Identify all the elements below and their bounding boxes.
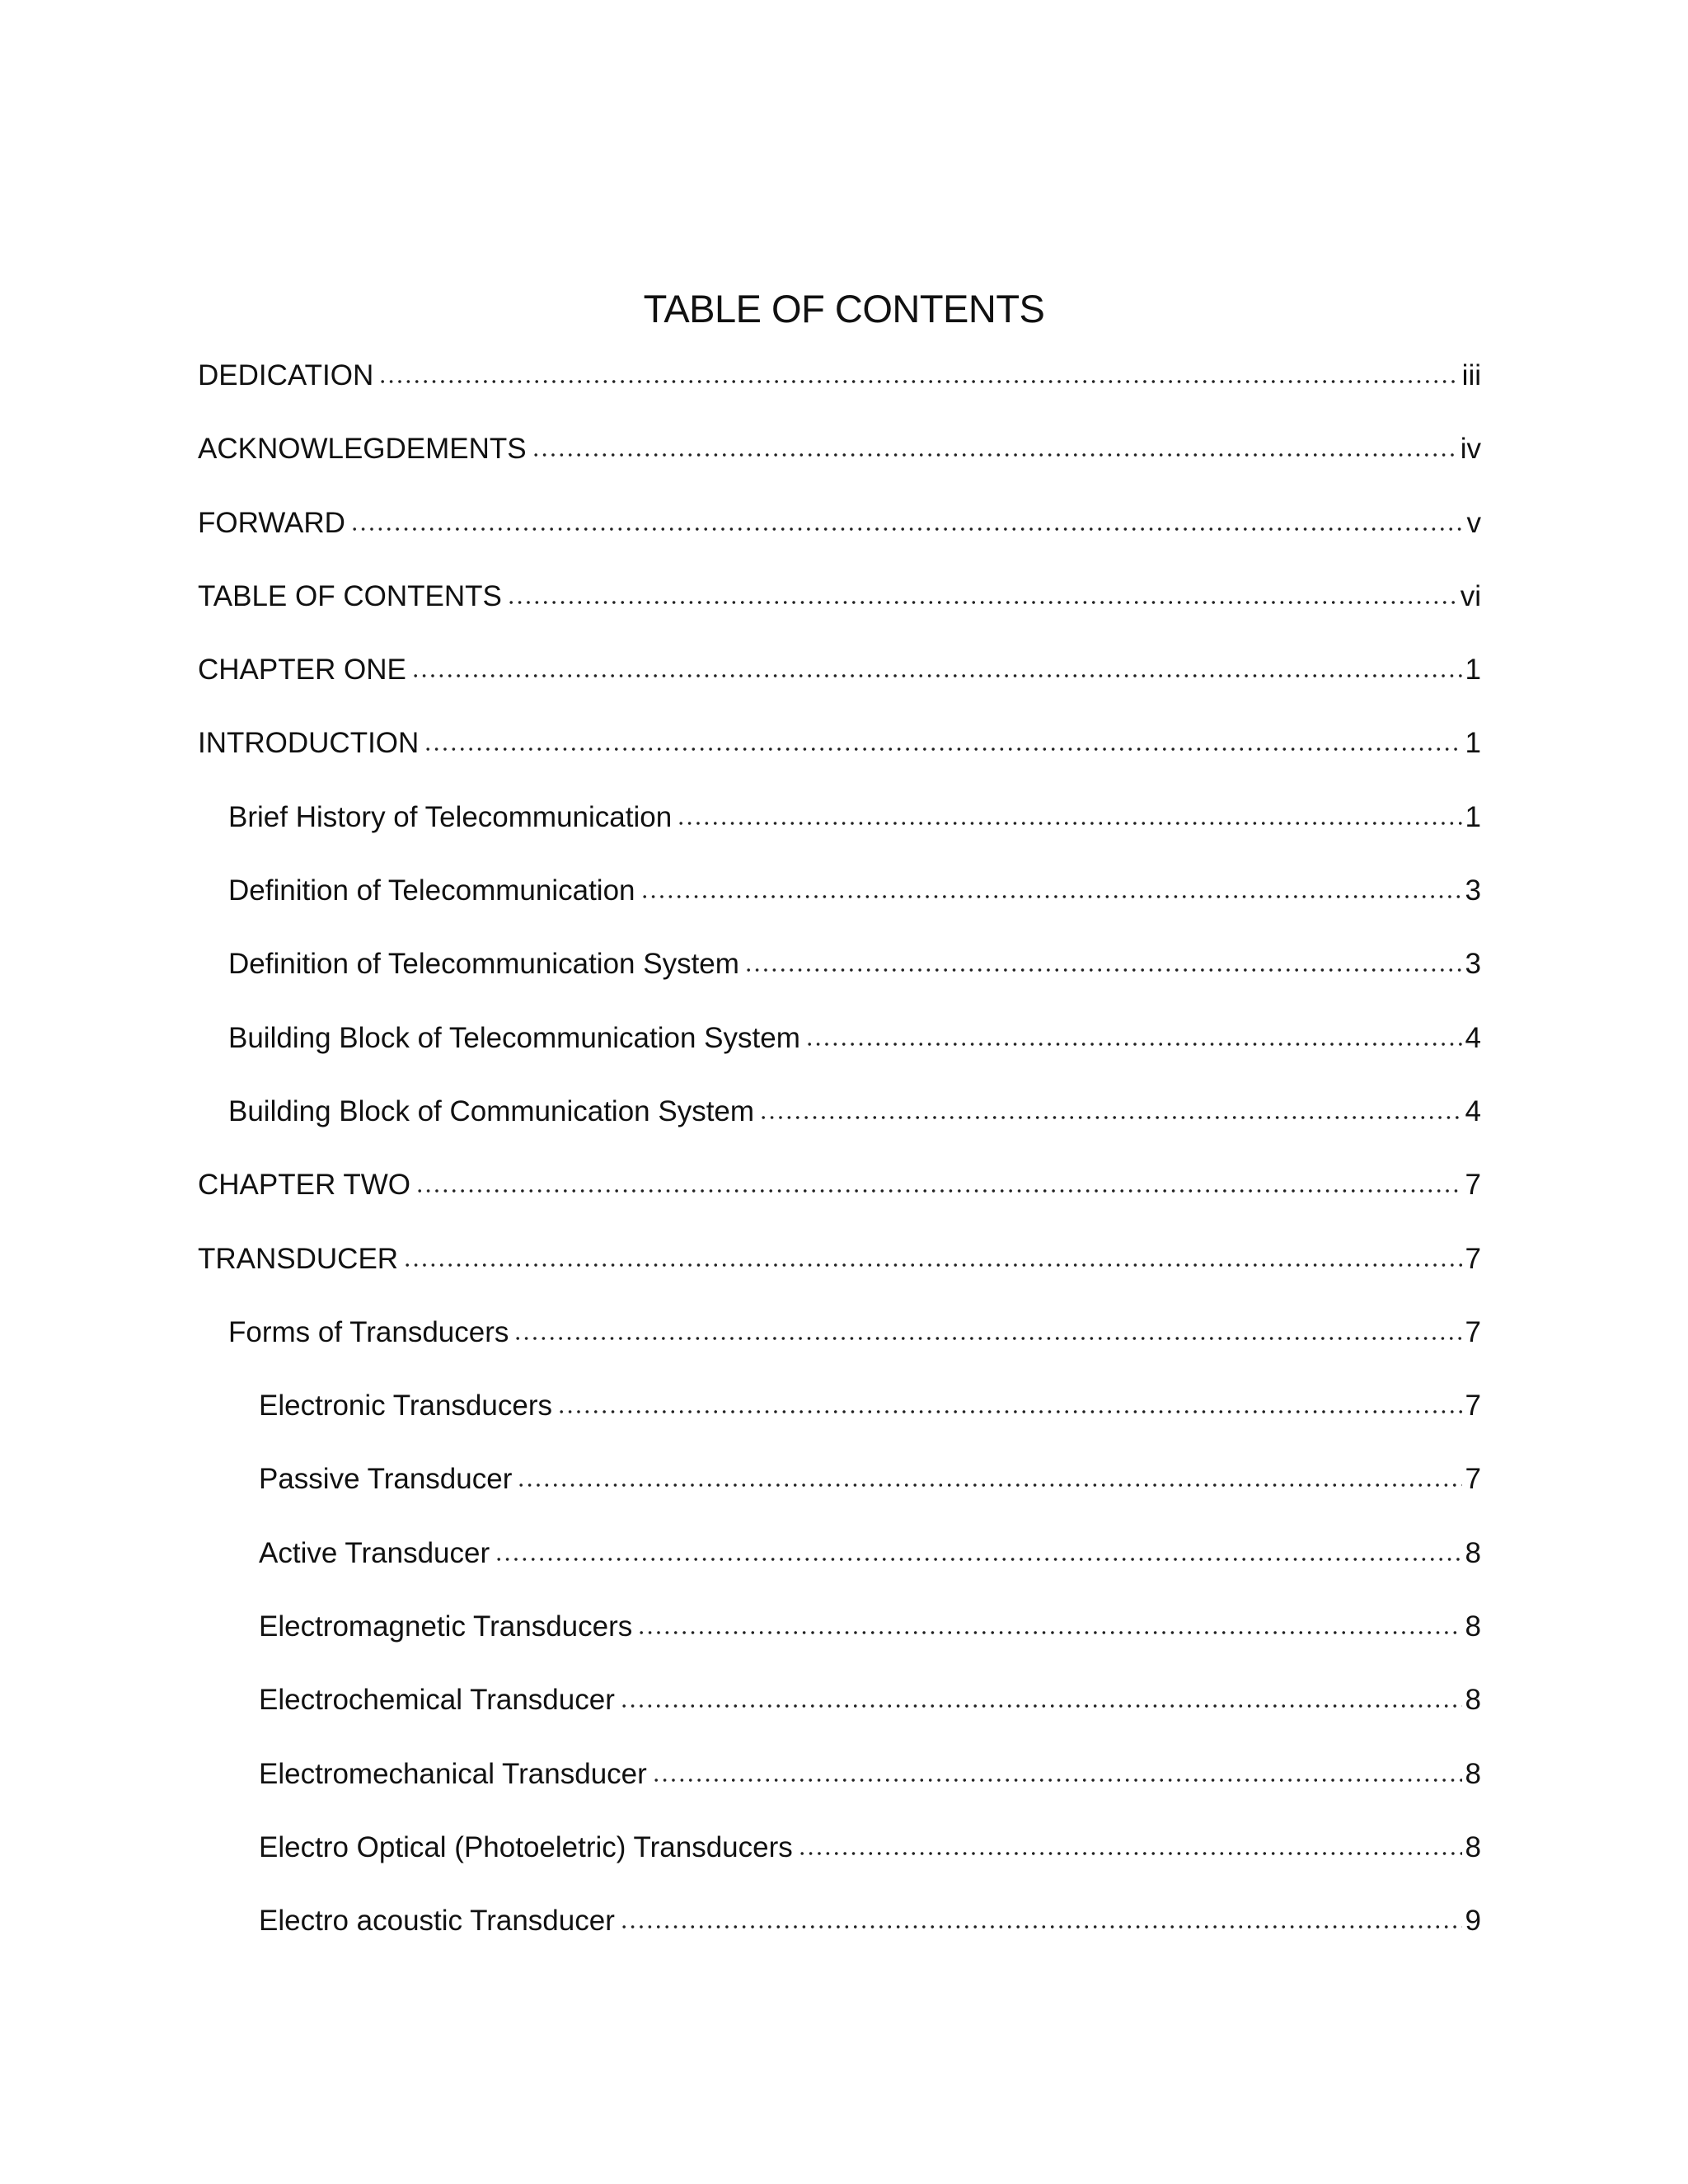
toc-dot-leader <box>532 453 1457 457</box>
toc-entry[interactable] <box>198 1818 1481 1891</box>
toc-entry-page-number: iv <box>1460 433 1481 466</box>
toc-dot-leader <box>378 380 1458 383</box>
toc-entry[interactable] <box>198 1745 1481 1818</box>
toc-entry-label: CHAPTER ONE <box>198 654 406 687</box>
toc-entry[interactable] <box>198 640 1481 714</box>
toc-entry-page-number: 8 <box>1465 1830 1481 1863</box>
toc-entry-page-number: 7 <box>1465 1242 1481 1275</box>
toc-dot-leader <box>637 1631 1461 1634</box>
toc-entry-page-number: 4 <box>1465 1021 1481 1054</box>
toc-entry-label: Electro acoustic Transducer <box>259 1905 615 1938</box>
toc-entry[interactable] <box>198 1671 1481 1744</box>
toc-entry-label: Passive Transducer <box>259 1463 513 1496</box>
toc-entry-page-number: 1 <box>1465 800 1481 833</box>
toc-entry-label: DEDICATION <box>198 359 374 391</box>
toc-entry-page-number: 8 <box>1465 1757 1481 1790</box>
toc-entry[interactable] <box>198 567 1481 640</box>
toc-entry-page-number: vi <box>1460 579 1481 612</box>
toc-entry[interactable] <box>198 419 1481 493</box>
toc-dot-leader <box>350 527 1464 531</box>
toc-entry-label: Building Block of Telecommunication System <box>228 1021 800 1054</box>
toc-entry-label: Building Block of Communication System <box>228 1094 755 1127</box>
toc-dot-leader <box>403 1263 1461 1267</box>
toc-entry[interactable] <box>198 1450 1481 1523</box>
toc-dot-leader <box>411 674 1462 677</box>
toc-dot-leader <box>805 1043 1462 1046</box>
toc-dot-leader <box>652 1779 1462 1782</box>
toc-dot-leader <box>495 1558 1461 1561</box>
toc-entry[interactable] <box>198 494 1481 567</box>
toc-entry-page-number: 7 <box>1465 1315 1481 1348</box>
toc-entry-page-number: 1 <box>1465 727 1481 760</box>
toc-entry-page-number: 8 <box>1465 1610 1481 1643</box>
toc-entry[interactable] <box>198 935 1481 1008</box>
toc-dot-leader <box>677 822 1461 825</box>
toc-entry[interactable] <box>198 1082 1481 1155</box>
toc-entry-label: INTRODUCTION <box>198 727 420 760</box>
toc-entry[interactable] <box>198 346 1481 419</box>
toc-entry-page-number: 3 <box>1465 948 1481 981</box>
toc-entry[interactable] <box>198 788 1481 861</box>
toc-dot-leader <box>513 1337 1461 1340</box>
toc-entry-page-number: 7 <box>1465 1390 1481 1422</box>
toc-entry[interactable] <box>198 1230 1481 1303</box>
toc-entry-label: Electrochemical Transducer <box>259 1684 615 1717</box>
toc-entry[interactable] <box>198 1524 1481 1597</box>
toc-dot-leader <box>640 895 1462 898</box>
toc-entry-page-number: 3 <box>1465 874 1481 907</box>
toc-entry-label: Active Transducer <box>259 1536 490 1569</box>
toc-dot-leader <box>557 1410 1462 1413</box>
toc-entry[interactable] <box>198 1303 1481 1376</box>
toc-entry-page-number: 4 <box>1465 1094 1481 1127</box>
toc-entry-page-number: v <box>1466 506 1481 539</box>
toc-entry-page-number: 9 <box>1465 1905 1481 1938</box>
toc-dot-leader <box>424 748 1461 751</box>
toc-entry-page-number: 7 <box>1465 1169 1481 1202</box>
toc-entry-label: ACKNOWLEGDEMENTS <box>198 433 527 466</box>
toc-entry-label: Definition of Telecommunication System <box>228 948 739 981</box>
toc-dot-leader <box>620 1925 1462 1929</box>
toc-entry-label: Electro Optical (Photoeletric) Transducers <box>259 1830 793 1863</box>
toc-entry-label: TABLE OF CONTENTS <box>198 579 502 612</box>
toc-dot-leader <box>744 968 1462 972</box>
toc-dot-leader <box>507 601 1457 604</box>
toc-entry[interactable] <box>198 1376 1481 1450</box>
page-title: TABLE OF CONTENTS <box>643 287 1045 330</box>
toc-dot-leader <box>415 1189 1462 1193</box>
toc-entry[interactable] <box>198 861 1481 935</box>
toc-entry-label: TRANSDUCER <box>198 1242 399 1275</box>
toc-entry-label: Forms of Transducers <box>228 1315 509 1348</box>
toc-entry-page-number: 8 <box>1465 1536 1481 1569</box>
toc-dot-leader <box>759 1116 1461 1119</box>
toc-entry-page-number: iii <box>1461 359 1481 391</box>
toc-entry-label: Electromechanical Transducer <box>259 1757 647 1790</box>
toc-entry-page-number: 1 <box>1465 654 1481 687</box>
toc-dot-leader <box>798 1852 1462 1855</box>
toc-entry[interactable] <box>198 1155 1481 1229</box>
toc-entry-label: Definition of Telecommunication <box>228 874 635 907</box>
toc-list <box>198 346 1481 1966</box>
toc-dot-leader <box>517 1483 1461 1487</box>
toc-entry-label: FORWARD <box>198 506 345 539</box>
toc-entry[interactable] <box>198 1891 1481 1965</box>
toc-dot-leader <box>620 1704 1462 1708</box>
toc-entry-label: Brief History of Telecommunication <box>228 800 673 833</box>
toc-entry-page-number: 8 <box>1465 1684 1481 1717</box>
toc-entry[interactable] <box>198 1009 1481 1082</box>
toc-entry[interactable] <box>198 714 1481 787</box>
toc-entry[interactable] <box>198 1597 1481 1671</box>
toc-entry-label: CHAPTER TWO <box>198 1169 410 1202</box>
toc-entry-label: Electronic Transducers <box>259 1390 552 1422</box>
toc-entry-label: Electromagnetic Transducers <box>259 1610 633 1643</box>
toc-entry-page-number: 7 <box>1465 1463 1481 1496</box>
